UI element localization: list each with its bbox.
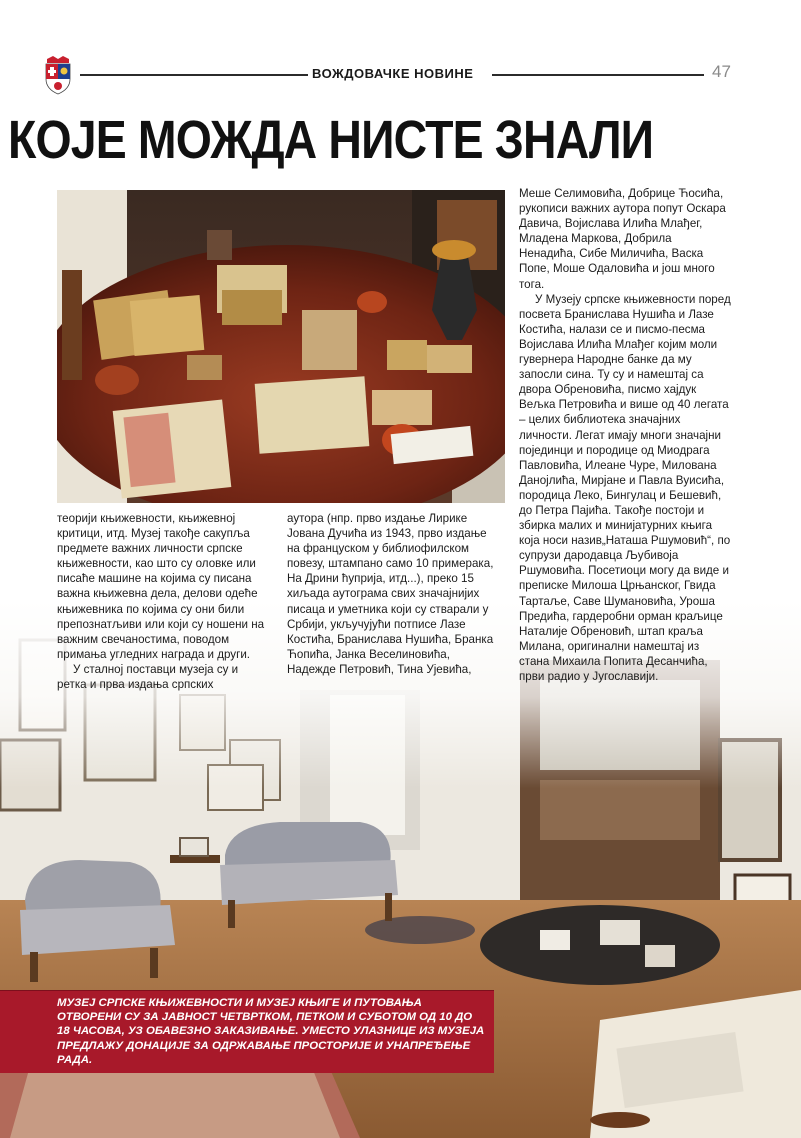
- article-column-1: [57, 511, 267, 692]
- info-banner-text: МУЗЕЈ СРПСКЕ КЊИЖЕВНОСТИ И МУЗЕЈ КЊИГЕ И ПУТОВАЊА ОТВОРЕНИ СУ ЗА ЈАВНОСТ ЧЕТВРТКОМ, ПЕТКОМ И СУБОТОМ ОД 10 ДО 18 ЧАСОВА, УЗ ОБАВЕЗНО ЗАКАЗИВАЊЕ. УМЕСТО УЛАЗНИЦЕ ИЗ МУЗЕЈА ПРЕДЛАЖУ ДОНАЦИЈЕ ЗА ОДРЖАВАЊЕ ПРОСТОРИЈЕ И УНАПРЕЂЕЊЕ РАДА.: [57, 997, 485, 1066]
- article-column-3: [519, 186, 731, 684]
- column-3-paragraph-1: Меше Селимовића, Добрице Ћосића, рукописи важних аутора попут Оскара Давича, Војислава Илића Млађег, Младена Маркова, Добрила Ненадића, Сибе Миличића, Васка Попе, Моше Одаловића и још много тога.: [519, 187, 726, 291]
- column-3-paragraph-2: У Музеју српске књижевности поред посвета Бранислава Нушића и Лазе Костића, налази се и писмо-песма Војислава Илића Млађег којим моли гувернера Народне банке да му запосли сина. Ту су и намештај са двора Обреновића, писмо хајдук Вељка Петровића и више од 40 легата – целих библиотека значајних личности. Легат имају многи значајни појединци и породице од Миодрага Павловића, Илеане Чуре, Милована Данојлића, Мирјане и Павла Вуисића, породица Леко, Бингулац и Бешевић, до Петра Пајића. Такође постоји и збирка малих и минијатурних књига која носи назив„Наташа Ршумовић“, по супрузи дародавца Љубивоја Ршумовића. Посетиоци могу да виде и преписке Милоша Црњанског, Гвида Тартаље, Саве Шумановића, Уроша Предића, гардеробни орман краљице Наталије Обреновић, штап краља Милана, оригинални намештај из стана Михаила Попита Десанчића, први радио у Југославији.: [519, 292, 731, 683]
- header-rule-right: [492, 74, 704, 76]
- article-headline: КОЈЕ МОЖДА НИСТЕ ЗНАЛИ: [8, 110, 654, 170]
- column-1-paragraph-2: У сталној поставци музеја су и ретка и прва издања српских: [57, 662, 239, 692]
- column-1-paragraph-1: теорији књижевности, књижевној критици, итд. Музеј такође сакупља предмете важних личности српске књижевности, као што су оловке или писаће машине на којима су писана важна књижевна дела, делови одеће књижевника по којима су они били препознатљиви или који су ношени на важним свечаностима, поводом примања угледних награда и други.: [57, 512, 265, 661]
- column-2-paragraph-1: аутора (нпр. прво издање Лирике Јована Дучића из 1943, прво издање на француском у библиофилском повезу, штампано само 10 примерака, На Дрини ћуприја, итд...), преко 15 хиљада аутограма свих значајнијих писаца и уметника који су стварали у Србији, укључујући потписе Лазе Костића, Бранислава Нушића, Бранка Ћопића, Јанка Веселиновића, Надежде Петровић, Тина Ујевића,: [287, 512, 494, 676]
- header-rule-left: [80, 74, 308, 76]
- article-column-2: [287, 511, 502, 677]
- municipal-coat-of-arms-icon: [43, 55, 73, 95]
- newspaper-name: ВОЖДОВАЧКЕ НОВИНЕ: [312, 66, 474, 81]
- page-number: 47: [712, 62, 731, 81]
- rare-books-photo: [57, 190, 505, 503]
